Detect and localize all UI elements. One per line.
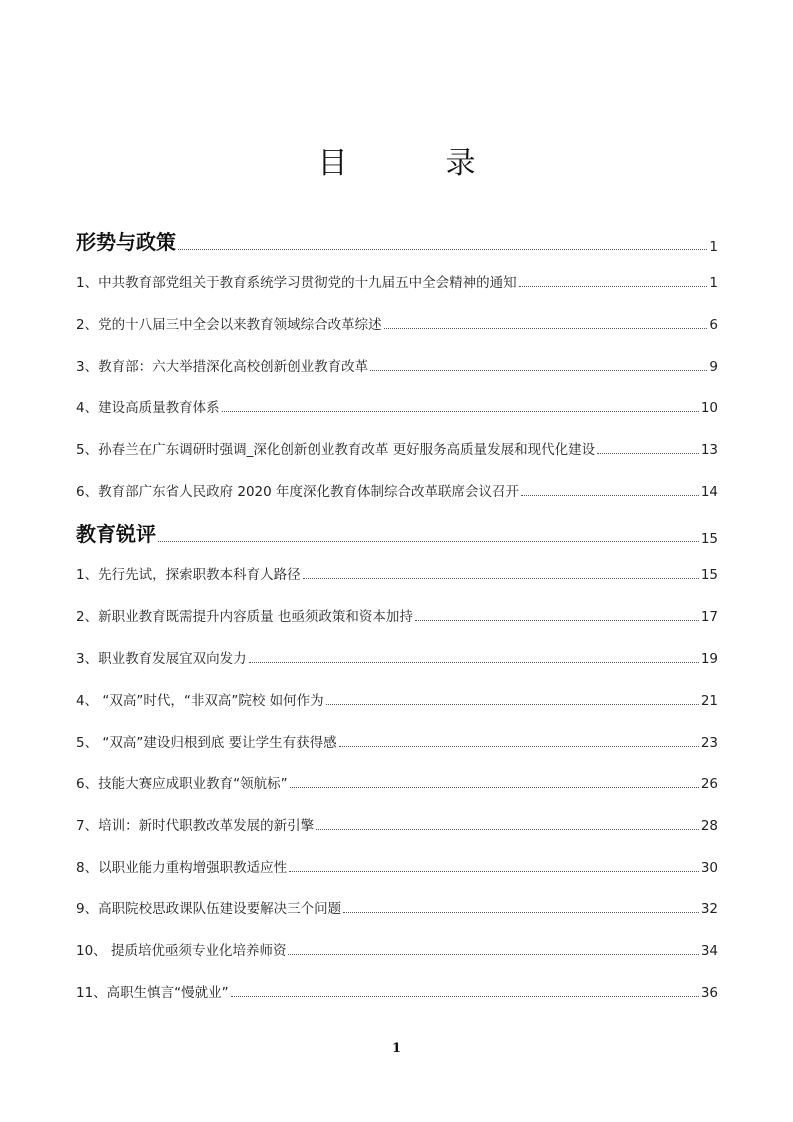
dot-leader	[290, 787, 699, 788]
page-number: 34	[700, 943, 718, 959]
toc-entry[interactable]	[76, 271, 718, 291]
entry-title: 3、教育部：六大举措深化高校创新创业教育改革	[76, 359, 369, 375]
entry-title: 9、高职院校思政课队伍建设要解决三个问题	[76, 901, 342, 917]
entry-title: 6、技能大赛应成职业教育“领航标”	[76, 776, 288, 792]
entry-title: 7、培训：新时代职教改革发展的新引擎	[76, 818, 315, 834]
entry-title: 1、中共教育部党组关于教育系统学习贯彻党的十九届五中全会精神的通知	[76, 275, 517, 291]
page-number: 15	[700, 531, 718, 547]
page-number: 1	[709, 275, 718, 291]
dot-leader	[303, 578, 699, 579]
dot-leader	[326, 704, 699, 705]
dot-leader	[339, 746, 699, 747]
page-number: 9	[709, 359, 718, 375]
page-number: 17	[700, 609, 718, 625]
dot-leader	[289, 871, 699, 872]
entry-title: 6、教育部广东省人民政府 2020 年度深化教育体制综合改革联席会议召开	[76, 484, 520, 500]
section-title: 教育锐评	[76, 522, 156, 546]
dot-leader	[343, 912, 699, 913]
dot-leader	[249, 662, 699, 663]
dot-leader	[316, 829, 699, 830]
toc-entry[interactable]	[76, 480, 718, 500]
page-number: 10	[700, 400, 718, 416]
dot-leader	[370, 370, 707, 371]
page-number: 14	[700, 484, 718, 500]
toc-entry[interactable]	[76, 856, 718, 876]
dot-leader	[158, 541, 699, 542]
dot-leader	[597, 453, 699, 454]
dot-leader	[415, 620, 699, 621]
entry-title: 4、 “双高”时代，“非双高”院校 如何作为	[76, 693, 324, 709]
page-number: 36	[700, 985, 718, 1001]
entry-title: 2、新职业教育既需提升内容质量 也亟须政策和资本加持	[76, 609, 413, 625]
toc-entry[interactable]	[76, 438, 718, 458]
dot-leader	[288, 954, 698, 955]
toc-entry[interactable]	[76, 647, 718, 667]
dot-leader	[384, 328, 708, 329]
entry-title: 2、党的十八届三中全会以来教育领域综合改革综述	[76, 317, 382, 333]
dot-leader	[521, 495, 699, 496]
section-title: 形势与政策	[76, 230, 176, 254]
entry-title: 4、建设高质量教育体系	[76, 400, 220, 416]
entry-title: 8、以职业能力重构增强职教适应性	[76, 860, 288, 876]
toc-entry[interactable]	[76, 396, 718, 416]
toc-section-heading[interactable]	[76, 518, 718, 547]
page-number: 32	[700, 901, 718, 917]
toc-entry[interactable]	[76, 355, 718, 375]
dot-leader	[231, 996, 699, 997]
toc-entry[interactable]	[76, 939, 718, 959]
page-number: 26	[700, 776, 718, 792]
toc-entry[interactable]	[76, 772, 718, 792]
entry-title: 5、孙春兰在广东调研时强调_深化创新创业教育改革 更好服务高质量发展和现代化建设	[76, 442, 596, 458]
page-number: 30	[700, 860, 718, 876]
toc-entry[interactable]	[76, 731, 718, 751]
page-number: 6	[709, 317, 718, 333]
dot-leader	[178, 249, 707, 250]
toc-section-heading[interactable]	[76, 226, 718, 255]
page-number: 23	[700, 735, 718, 751]
toc-entry[interactable]	[76, 689, 718, 709]
dot-leader	[519, 286, 708, 287]
toc-entry[interactable]	[76, 313, 718, 333]
page-number: 28	[700, 818, 718, 834]
entry-title: 3、职业教育发展宜双向发力	[76, 651, 247, 667]
toc-entry[interactable]	[76, 563, 718, 583]
toc-entry[interactable]	[76, 981, 718, 1001]
toc-entry[interactable]	[76, 814, 718, 834]
entry-title: 5、 “双高”建设归根到底 要让学生有获得感	[76, 735, 337, 751]
page-number: 1	[709, 239, 718, 255]
page-number: 19	[700, 651, 718, 667]
page-number: 15	[700, 567, 718, 583]
entry-title: 11、高职生慎言“慢就业”	[76, 985, 229, 1001]
page-footer-number: 1	[391, 1041, 402, 1056]
toc-entry[interactable]	[76, 605, 718, 625]
page-number: 13	[700, 442, 718, 458]
toc-entry[interactable]	[76, 897, 718, 917]
page-number: 21	[700, 693, 718, 709]
toc-title: 目 录	[317, 146, 510, 181]
entry-title: 10、 提质培优亟须专业化培养师资	[76, 943, 287, 959]
dot-leader	[222, 411, 699, 412]
entry-title: 1、先行先试，探索职教本科育人路径	[76, 567, 301, 583]
